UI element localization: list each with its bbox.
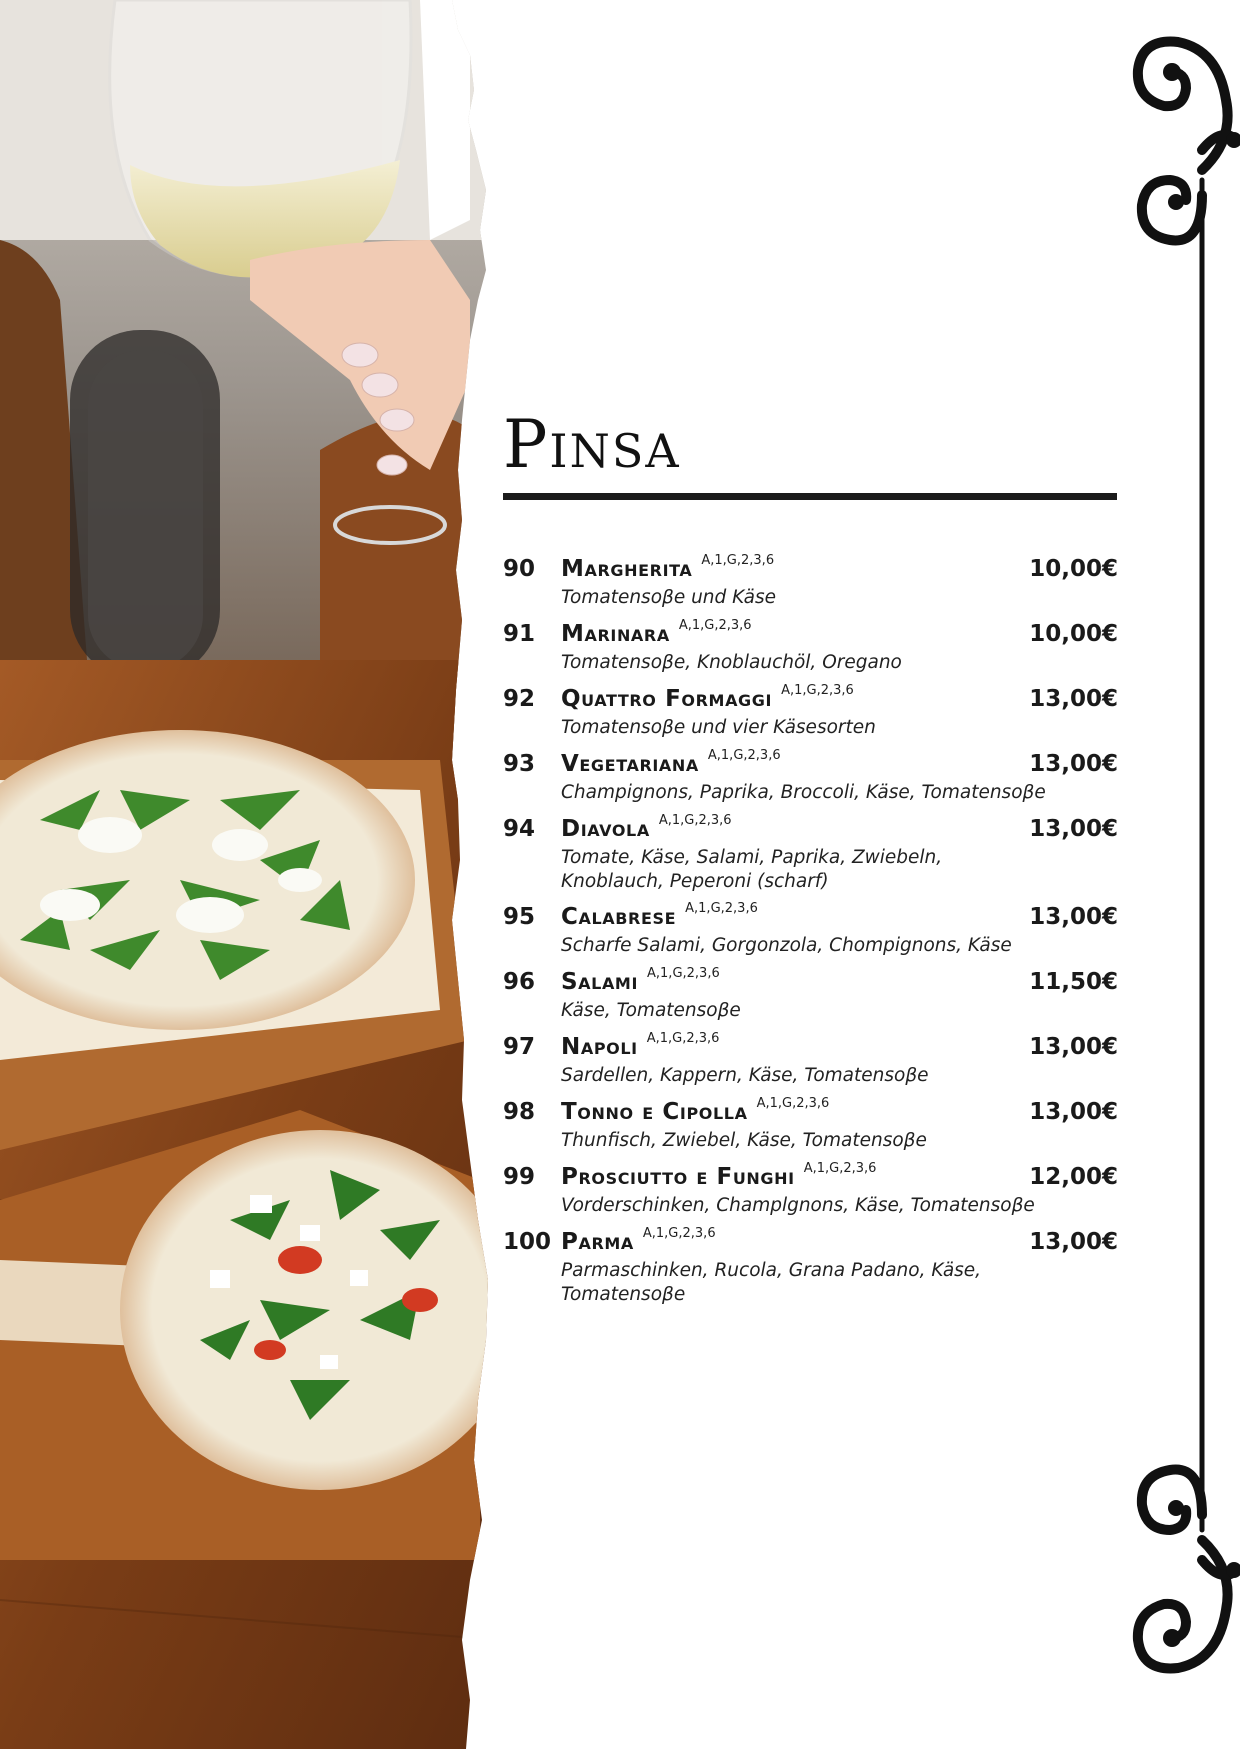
item-number: 98: [503, 1099, 536, 1125]
menu-item: [503, 1226, 1118, 1317]
item-description: Sardellen, Kappern, Käse, Tomatensoβe: [561, 1065, 929, 1086]
item-price: 11,50€: [1029, 969, 1118, 995]
item-price: 13,00€: [1029, 686, 1118, 712]
item-allergens: A,1,G,2,3,6: [701, 553, 775, 568]
item-allergens: A,1,G,2,3,6: [756, 1096, 830, 1111]
item-price: 13,00€: [1029, 816, 1118, 842]
item-allergens: A,1,G,2,3,6: [642, 1226, 716, 1241]
item-allergens: A,1,G,2,3,6: [781, 683, 854, 698]
item-allergens: A,1,G,2,3,6: [685, 901, 758, 916]
item-allergens: A,1,G,2,3,6: [646, 1031, 720, 1046]
menu-item: [503, 1031, 1118, 1099]
item-number: 100: [503, 1229, 552, 1255]
item-description: Thunfisch, Zwiebel, Käse, Tomatensoβe: [561, 1130, 927, 1151]
item-description: Tomatensoβe, Knoblauchöl, Oregano: [561, 652, 902, 673]
item-name: Prosciutto e Funghi: [561, 1164, 795, 1190]
item-price: 10,00€: [1029, 621, 1118, 647]
item-number: 99: [503, 1164, 536, 1190]
item-description: Tomate, Käse, Salami, Paprika, Zwiebeln, Knoblauch, Peperoni (scharf): [561, 847, 943, 892]
item-allergens: A,1,G,2,3,6: [707, 748, 781, 763]
item-allergens: A,1,G,2,3,6: [658, 813, 732, 828]
menu-item: [503, 748, 1118, 816]
item-price: 13,00€: [1029, 904, 1118, 930]
item-description: Tomatensoβe und Käse: [561, 587, 776, 608]
item-name: Parma: [561, 1229, 634, 1255]
item-description: Scharfe Salami, Gorgonzola, Chompignons, Käse: [561, 935, 1012, 956]
item-number: 92: [503, 686, 536, 712]
title-divider: [503, 493, 1117, 500]
item-name: Napoli: [561, 1034, 638, 1060]
item-price: 10,00€: [1029, 556, 1118, 582]
menu-list: [503, 553, 1118, 1317]
menu-item: [503, 1096, 1118, 1164]
item-name: Vegetariana: [561, 751, 699, 777]
item-price: 12,00€: [1029, 1164, 1118, 1190]
item-name: Marinara: [561, 621, 670, 647]
menu-item: [503, 618, 1118, 686]
item-name: Diavola: [561, 816, 650, 842]
item-price: 13,00€: [1029, 1034, 1118, 1060]
scroll-border-ornament: [1130, 20, 1240, 1720]
item-number: 91: [503, 621, 536, 647]
item-number: 90: [503, 556, 536, 582]
item-price: 13,00€: [1029, 1229, 1118, 1255]
item-allergens: A,1,G,2,3,6: [678, 618, 752, 633]
item-name: Calabrese: [561, 904, 677, 930]
item-number: 96: [503, 969, 536, 995]
item-description: Parmaschinken, Rucola, Grana Padano, Käse, Tomatensoβe: [561, 1260, 982, 1305]
item-price: 13,00€: [1029, 751, 1118, 777]
item-allergens: A,1,G,2,3,6: [647, 966, 720, 981]
item-name: Tonno e Cipolla: [561, 1099, 748, 1125]
item-description: Käse, Tomatensoβe: [561, 1000, 741, 1021]
item-name: Salami: [561, 969, 639, 995]
menu-title: Pinsa: [503, 406, 681, 483]
item-number: 97: [503, 1034, 536, 1060]
item-number: 93: [503, 751, 536, 777]
menu-item: [503, 813, 1118, 904]
item-number: 94: [503, 816, 536, 842]
item-description: Tomatensoβe und vier Käsesorten: [561, 717, 876, 738]
item-price: 13,00€: [1029, 1099, 1118, 1125]
pinsa-photo: [0, 0, 500, 1749]
item-description: Champignons, Paprika, Broccoli, Käse, Tomatensoβe: [561, 782, 1046, 803]
menu-item: [503, 966, 1118, 1034]
item-name: Quattro Formaggi: [561, 686, 773, 712]
item-allergens: A,1,G,2,3,6: [803, 1161, 877, 1176]
item-name: Margherita: [561, 556, 693, 582]
menu-item: [503, 553, 1118, 621]
menu-item: [503, 1161, 1118, 1229]
menu-item: [503, 683, 1118, 751]
item-number: 95: [503, 904, 536, 930]
menu-item: [503, 901, 1118, 969]
item-description: Vorderschinken, Champlgnons, Käse, Tomatensoβe: [561, 1195, 1035, 1216]
